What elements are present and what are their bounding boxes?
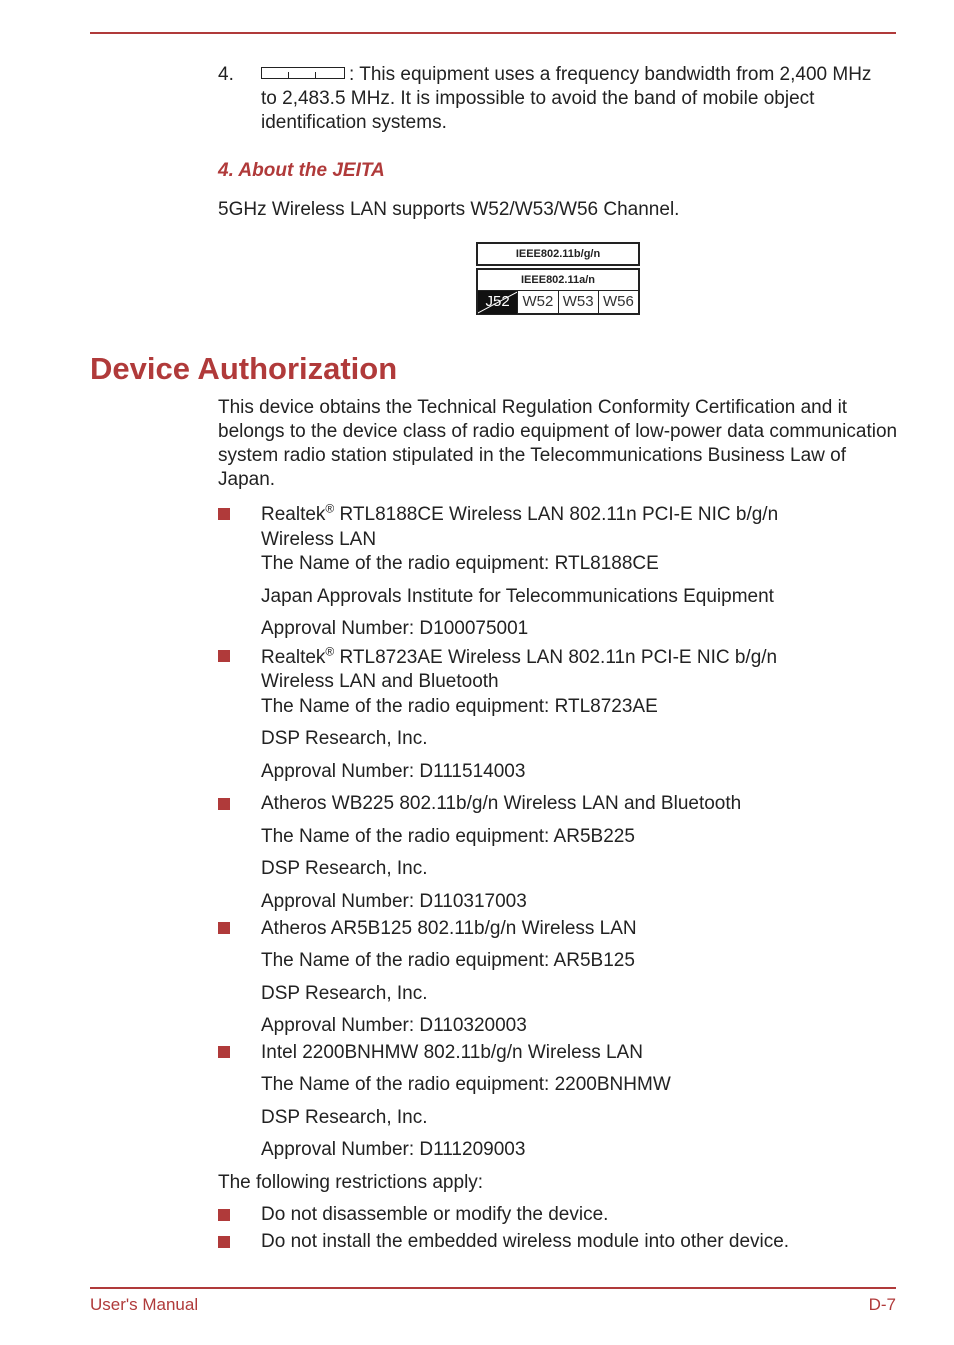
footer-rule xyxy=(90,1287,896,1289)
device-5-title: Intel 2200BNHMW 802.11b/g/n Wireless LAN xyxy=(261,1042,643,1063)
bullet-icon xyxy=(218,650,230,662)
bullet-icon xyxy=(218,798,230,810)
device-2-approval: Approval Number: D111514003 xyxy=(261,761,526,782)
header-rule xyxy=(90,32,896,34)
bullet-icon xyxy=(218,1046,230,1058)
list-number: 4. xyxy=(218,64,234,85)
restriction-1: Do not disassemble or modify the device. xyxy=(261,1204,609,1225)
device-1-brand: Realtek xyxy=(261,504,326,525)
device-4-name: The Name of the radio equipment: AR5B125 xyxy=(261,950,635,971)
device-3-title: Atheros WB225 802.11b/g/n Wireless LAN and Bluetooth xyxy=(261,793,742,814)
device-3-institute: DSP Research, Inc. xyxy=(261,858,428,879)
device-1-title xyxy=(261,503,778,527)
channel-w52: W52 xyxy=(517,291,557,314)
footer-manual-title: User's Manual xyxy=(90,1295,199,1314)
device-2-type: Wireless LAN and Bluetooth xyxy=(261,671,499,692)
restriction-2: Do not install the embedded wireless module into other device. xyxy=(261,1231,790,1252)
device-1-institute: Japan Approvals Institute for Telecommunications Equipment xyxy=(261,586,774,607)
device-2-name: The Name of the radio equipment: RTL8723AE xyxy=(261,696,658,717)
device-2-title xyxy=(261,646,777,670)
bullet-icon xyxy=(218,1236,230,1248)
label-an: IEEE802.11a/n xyxy=(521,274,595,286)
device-5-institute: DSP Research, Inc. xyxy=(261,1107,428,1128)
device-2-brand: Realtek xyxy=(261,647,326,668)
jeita-note: 5GHz Wireless LAN supports W52/W53/W56 Channel. xyxy=(218,199,680,220)
page-number: D-7 xyxy=(868,1295,896,1314)
label-an-box xyxy=(476,268,640,315)
device-4-title: Atheros AR5B125 802.11b/g/n Wireless LAN xyxy=(261,918,637,939)
device-3-approval: Approval Number: D110317003 xyxy=(261,891,527,912)
jeita-heading: 4. About the JEITA xyxy=(218,160,385,181)
label-bgn: IEEE802.11b/g/n xyxy=(476,242,640,266)
section-intro: This device obtains the Technical Regulation Conformity Certification and it belongs to the device class of radio equipment of low-power data communication system radio station stipulated in the Telecommunications Business Law of Japan. xyxy=(218,397,898,490)
device-1-type: Wireless LAN xyxy=(261,529,377,550)
device-2-model: RTL8723AE Wireless LAN 802.11n PCI-E NIC b/g/n xyxy=(334,647,778,668)
bullet-icon xyxy=(218,922,230,934)
device-2-institute: DSP Research, Inc. xyxy=(261,728,428,749)
channel-w53: W53 xyxy=(558,291,598,314)
frequency-note-text: : This equipment uses a frequency bandwidth from 2,400 MHz to 2,483.5 MHz. It is impossible to avoid the band of mobile object identification systems. xyxy=(261,64,872,133)
section-title: Device Authorization xyxy=(90,351,398,386)
registered-mark: ® xyxy=(325,501,335,516)
device-3-name: The Name of the radio equipment: AR5B225 xyxy=(261,826,635,847)
channel-row xyxy=(478,290,638,314)
channel-w56: W56 xyxy=(598,291,638,314)
device-4-approval: Approval Number: D110320003 xyxy=(261,1015,527,1036)
jeita-channel-label xyxy=(476,242,640,315)
device-1-approval: Approval Number: D100075001 xyxy=(261,618,529,639)
channel-j52: J52 xyxy=(478,291,517,314)
frequency-note xyxy=(261,63,891,135)
device-1-name: The Name of the radio equipment: RTL8188CE xyxy=(261,553,659,574)
device-5-name: The Name of the radio equipment: 2200BNHMW xyxy=(261,1074,671,1095)
bullet-icon xyxy=(218,508,230,520)
bullet-icon xyxy=(218,1209,230,1221)
device-1-model: RTL8188CE Wireless LAN 802.11n PCI-E NIC b/g/n xyxy=(334,504,779,525)
device-5-approval: Approval Number: D111209003 xyxy=(261,1139,526,1160)
restrictions-intro: The following restrictions apply: xyxy=(218,1172,484,1193)
frequency-band-icon xyxy=(261,67,345,79)
registered-mark: ® xyxy=(325,644,335,659)
device-4-institute: DSP Research, Inc. xyxy=(261,983,428,1004)
